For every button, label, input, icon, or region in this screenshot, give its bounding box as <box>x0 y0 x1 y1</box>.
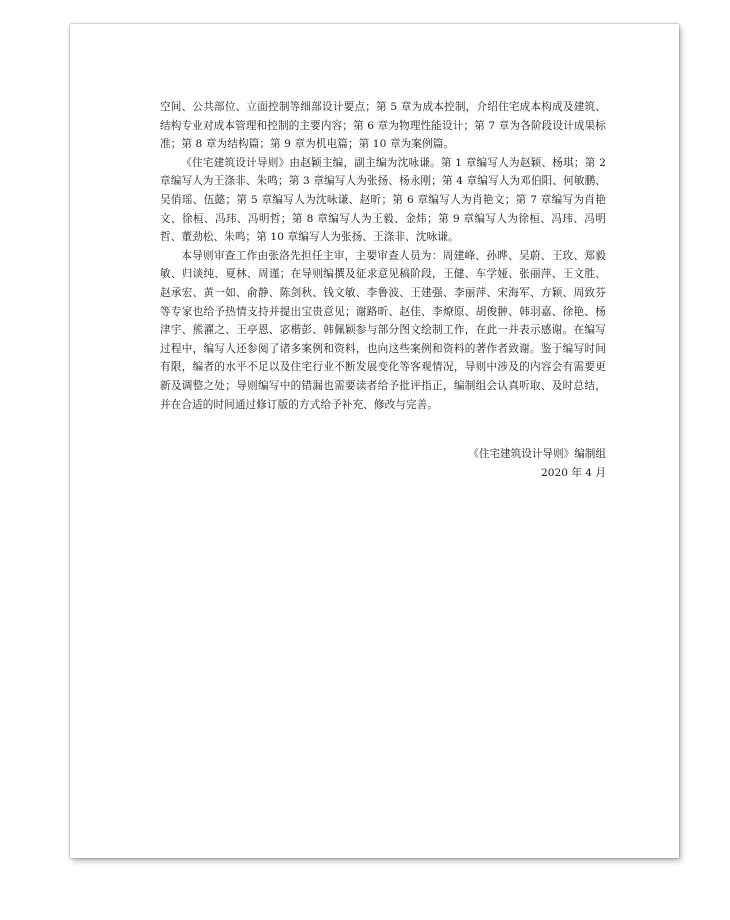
paragraph-chapter-overview: 空间、公共部位、立面控制等细部设计要点；第 5 章为成本控制，介绍住宅成本构成及建筑、结构专业对成本管理和控制的主要内容；第 6 章为物理性能设计；第 7 章为各阶段设计成果标准；第 8 章为结构篇；第 9 章为机电篇；第 10 章为案例篇。 <box>160 101 606 151</box>
document-page <box>70 24 679 858</box>
paragraph-authors: 《住宅建筑设计导则》由赵颖主编，副主编为沈咏谦。第 1 章编写人为赵颖、杨琪；第 2 章编写人为王涤非、朱鸣；第 3 章编写人为张扬、杨永刚；第 4 章编写人为邓伯阳、何敏鹏、吴俏瑶、伍懿；第 5 章编写人为沈咏谦、赵昕；第 6 章编写人为肖艳文；第 7 章编写为肖艳文、徐桓、冯玮、冯明哲；第 8 章编写人为王毅、金炜；第 9 章编写人为徐桓、冯玮、冯明哲、董劲松、朱鸣；第 10 章编写人为张扬、王涤非、沈咏谦。 <box>160 156 606 244</box>
signature-organization: 《住宅建筑设计导则》编制组 <box>468 448 606 460</box>
paragraph-acknowledgements: 本导则审查工作由张洛先担任主审，主要审查人员为：周建峰、孙晔、吴蔚、王玫、郑毅敏、归谈纯、夏林、周谨；在导则编撰及征求意见稿阶段，王健、车学娅、张丽萍、王文胜、赵承宏、黄一如、俞静、陈剑秋、钱文敏、李鲁波、王建强、李丽萍、宋海军、方颖、周致芬等专家也给予热情支持并提出宝贵意见；谢路昕、赵佳、李燎原、胡俊翀、韩羽嘉、徐艳、杨津宇、熊濯之、王亭恩、宓楷彭、韩佩颖参与部分图文绘制工作，在此一并表示感谢。在编写过程中，编写人还参阅了诸多案例和资料，也向这些案例和资料的著作者致谢。鉴于编写时间有限，编者的水平不足以及住宅行业不断发展变化等客观情况，导则中涉及的内容会有需要更新及调整之处；导则编写中的错漏也需要读者给予批评指正，编制组会认真听取、及时总结，并在合适的时间通过修订版的方式给予补充、修改与完善。 <box>160 249 606 411</box>
signature-date: 2020 年 4 月 <box>541 466 606 479</box>
signature-block <box>468 445 606 482</box>
document-body <box>160 98 606 414</box>
